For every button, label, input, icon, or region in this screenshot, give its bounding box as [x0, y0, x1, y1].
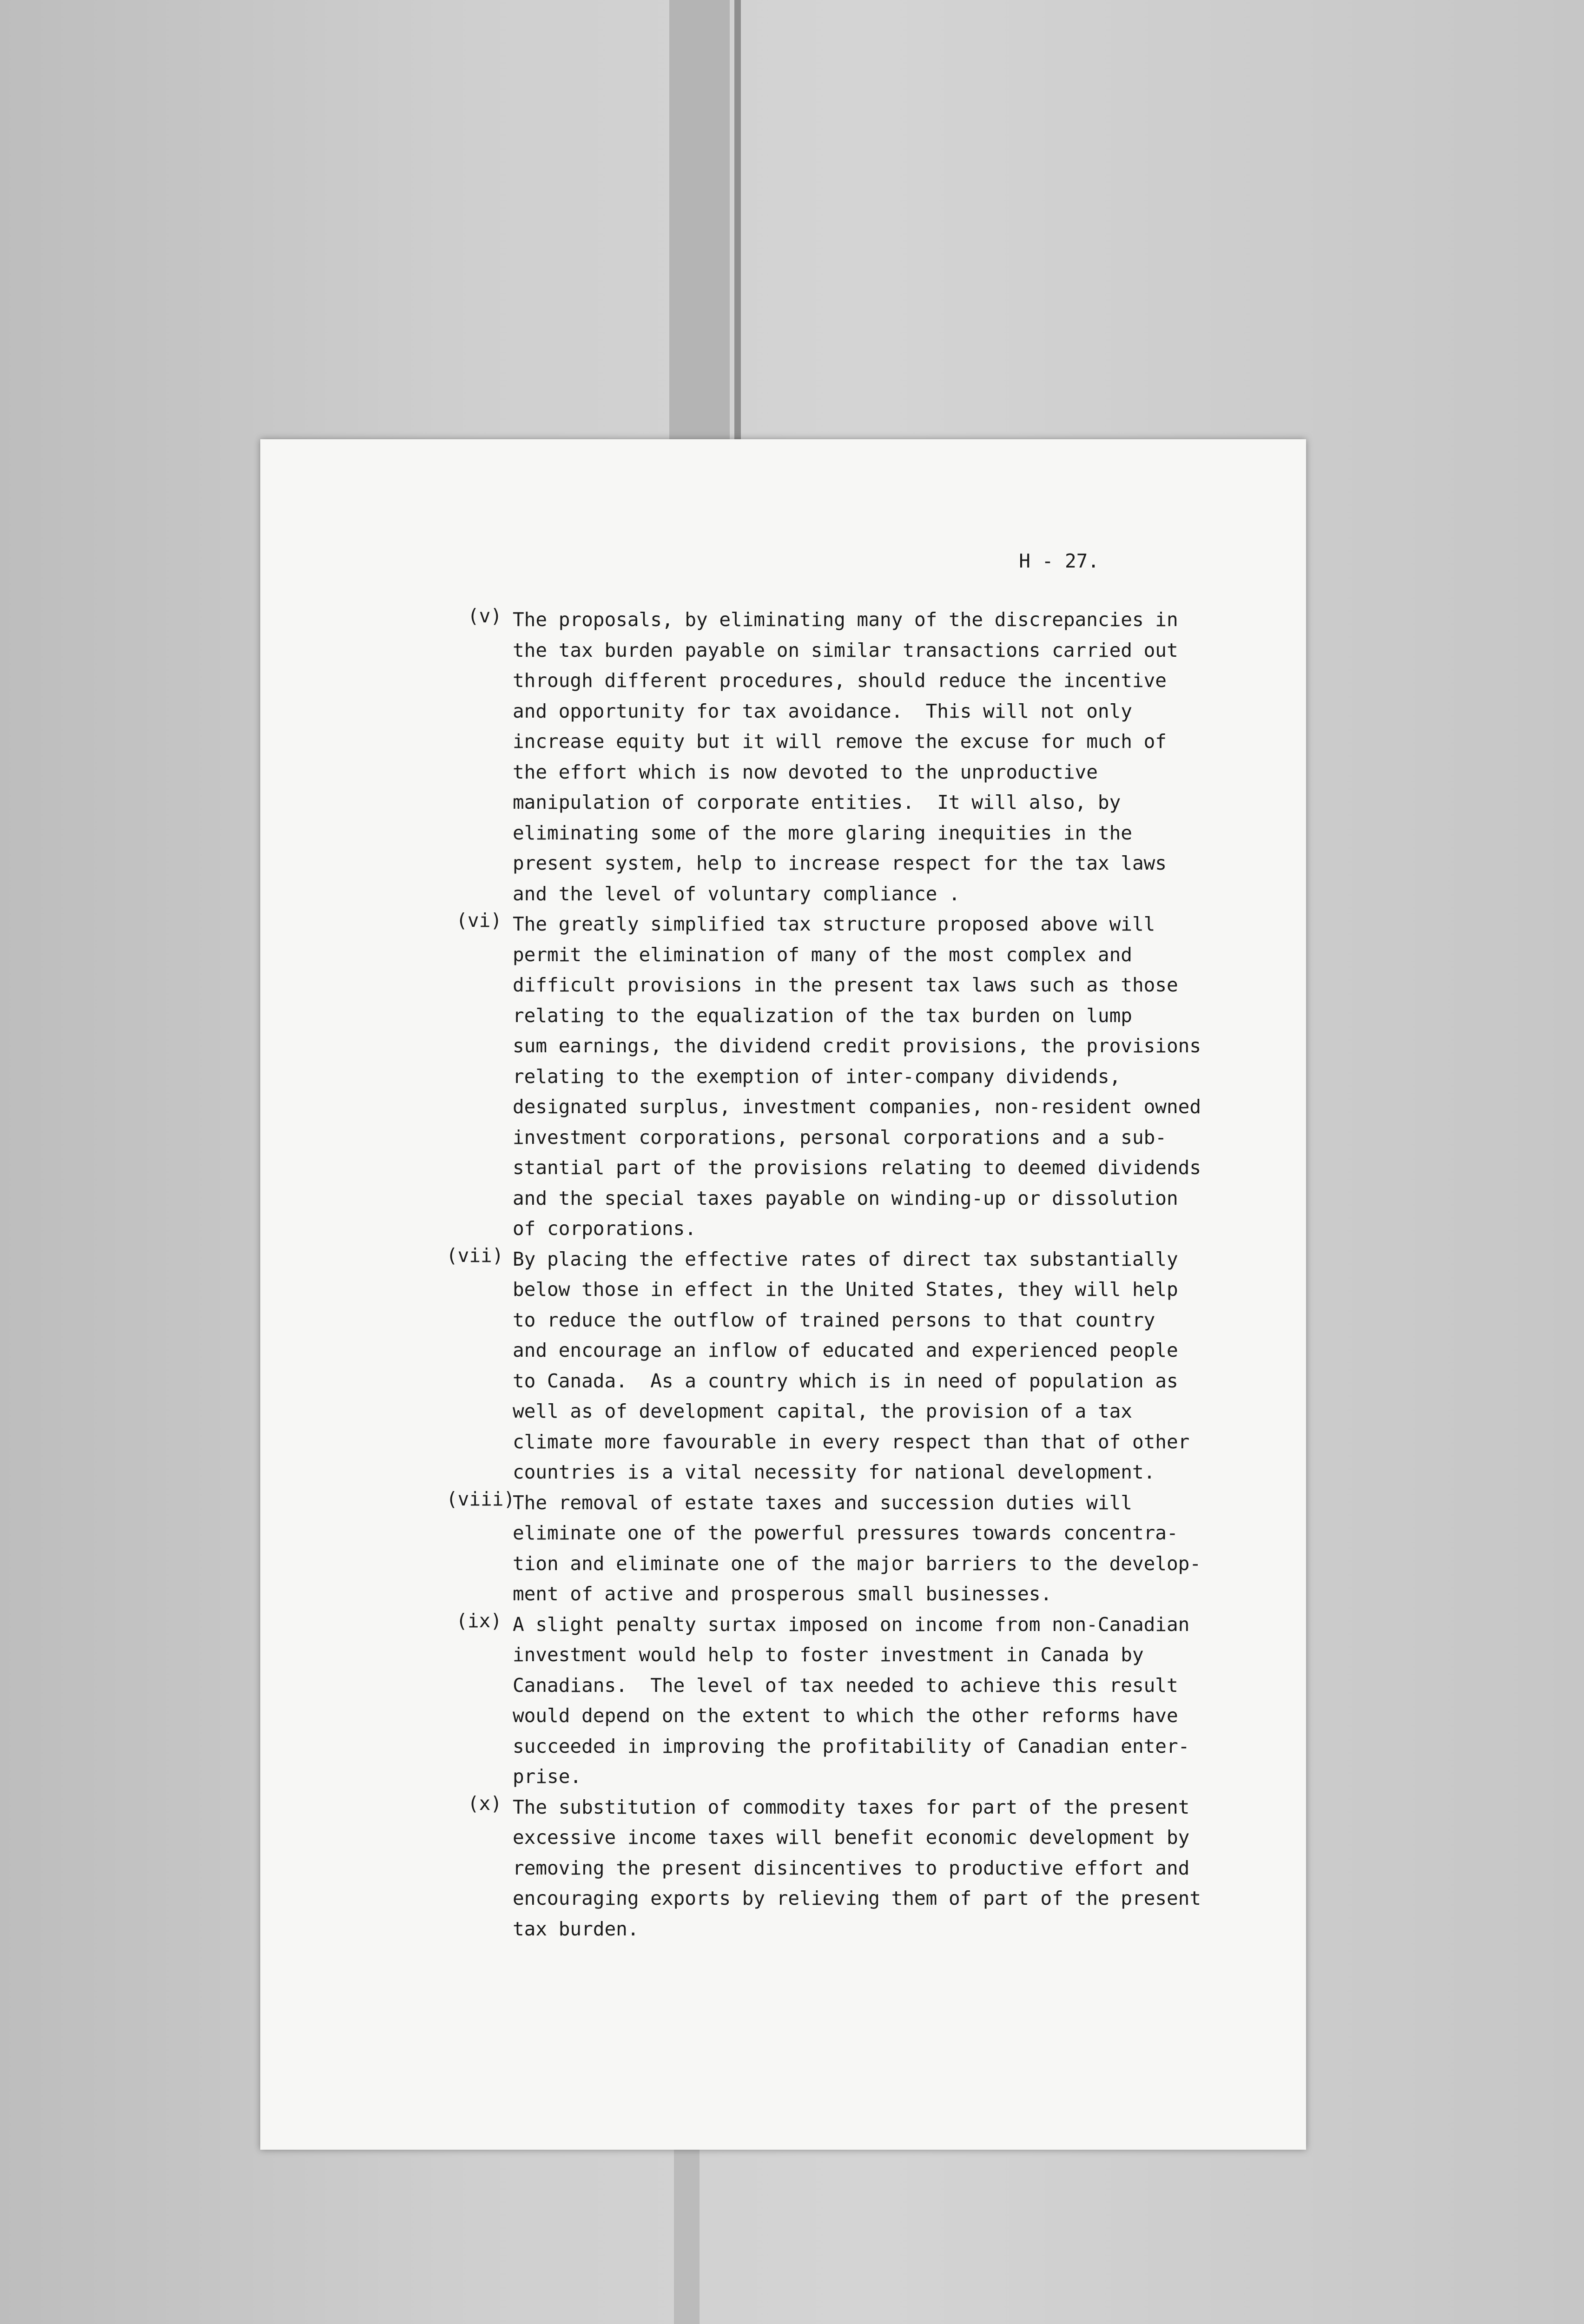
- item-text-line: countries is a vital necessity for national development.: [513, 1461, 1155, 1483]
- background-strip-bottom: [674, 2150, 700, 2324]
- item-text-line: through different procedures, should reduce the incentive: [513, 669, 1167, 692]
- item-text-line: prise.: [513, 1765, 582, 1788]
- item-number: (vi): [456, 909, 502, 931]
- item-text-line: below those in effect in the United States, they will help: [513, 1278, 1178, 1301]
- item-text-line: and opportunity for tax avoidance. This will not only: [513, 700, 1132, 722]
- item-text-line: relating to the equalization of the tax burden on lump: [513, 1004, 1132, 1027]
- item-text-line: The greatly simplified tax structure proposed above will: [513, 913, 1155, 935]
- item-number: (vii): [446, 1244, 504, 1267]
- item-text-line: would depend on the extent to which the other reforms have: [513, 1704, 1178, 1727]
- item-text-line: stantial part of the provisions relating to deemed dividends: [513, 1156, 1201, 1179]
- item-text-line: removing the present disincentives to productive effort and: [513, 1856, 1190, 1879]
- item-number: (ix): [456, 1609, 502, 1632]
- item-text-line: By placing the effective rates of direct tax substantially: [513, 1248, 1178, 1270]
- item-text-line: present system, help to increase respect for the tax laws: [513, 852, 1167, 874]
- item-number: (v): [467, 605, 502, 627]
- item-text-line: increase equity but it will remove the excuse for much of: [513, 730, 1167, 753]
- item-text-line: difficult provisions in the present tax laws such as those: [513, 974, 1178, 996]
- item-text-line: sum earnings, the dividend credit provisions, the provisions: [513, 1035, 1201, 1057]
- item-text-line: climate more favourable in every respect than that of other: [513, 1430, 1190, 1453]
- item-text-line: permit the elimination of many of the most complex and: [513, 943, 1132, 966]
- document-page: [260, 439, 1306, 2150]
- item-text-line: eliminating some of the more glaring inequities in the: [513, 821, 1132, 844]
- item-text-line: excessive income taxes will benefit economic development by: [513, 1826, 1190, 1849]
- item-text-line: the tax burden payable on similar transactions carried out: [513, 639, 1178, 661]
- item-text-line: of corporations.: [513, 1217, 696, 1240]
- item-text-line: to reduce the outflow of trained persons to that country: [513, 1308, 1155, 1331]
- item-text-line: Canadians. The level of tax needed to achieve this result: [513, 1674, 1178, 1697]
- background-strip-right: [734, 0, 741, 439]
- item-text-line: succeeded in improving the profitability of Canadian enter-: [513, 1735, 1190, 1757]
- item-text-line: investment would help to foster investment in Canada by: [513, 1644, 1144, 1666]
- item-text-line: investment corporations, personal corporations and a sub-: [513, 1126, 1167, 1149]
- item-text-line: The proposals, by eliminating many of the discrepancies in: [513, 608, 1178, 631]
- item-text-line: and encourage an inflow of educated and experienced people: [513, 1339, 1178, 1361]
- item-text-line: and the special taxes payable on winding-up or dissolution: [513, 1187, 1178, 1209]
- item-text-line: tion and eliminate one of the major barriers to the develop-: [513, 1552, 1201, 1575]
- item-text-line: the effort which is now devoted to the unproductive: [513, 760, 1098, 783]
- item-text-line: eliminate one of the powerful pressures towards concentra-: [513, 1522, 1178, 1544]
- page-number: H - 27.: [1019, 550, 1099, 572]
- item-text-line: manipulation of corporate entities. It will also, by: [513, 791, 1121, 813]
- item-text-line: designated surplus, investment companies, non-resident owned: [513, 1096, 1201, 1118]
- item-text-line: relating to the exemption of inter-company dividends,: [513, 1065, 1121, 1088]
- item-text-line: encouraging exports by relieving them of part of the present: [513, 1887, 1201, 1909]
- item-text-line: A slight penalty surtax imposed on income from non-Canadian: [513, 1613, 1190, 1636]
- item-text-line: well as of development capital, the provision of a tax: [513, 1400, 1132, 1422]
- item-text-line: The removal of estate taxes and succession duties will: [513, 1491, 1132, 1514]
- item-text-line: ment of active and prosperous small businesses.: [513, 1583, 1052, 1605]
- item-text-line: to Canada. As a country which is in need of population as: [513, 1369, 1178, 1392]
- item-number: (viii): [446, 1487, 515, 1510]
- item-number: (x): [467, 1792, 502, 1815]
- item-text-line: The substitution of commodity taxes for part of the present: [513, 1796, 1190, 1818]
- item-text-line: tax burden.: [513, 1917, 639, 1940]
- item-text-line: and the level of voluntary compliance .: [513, 882, 960, 905]
